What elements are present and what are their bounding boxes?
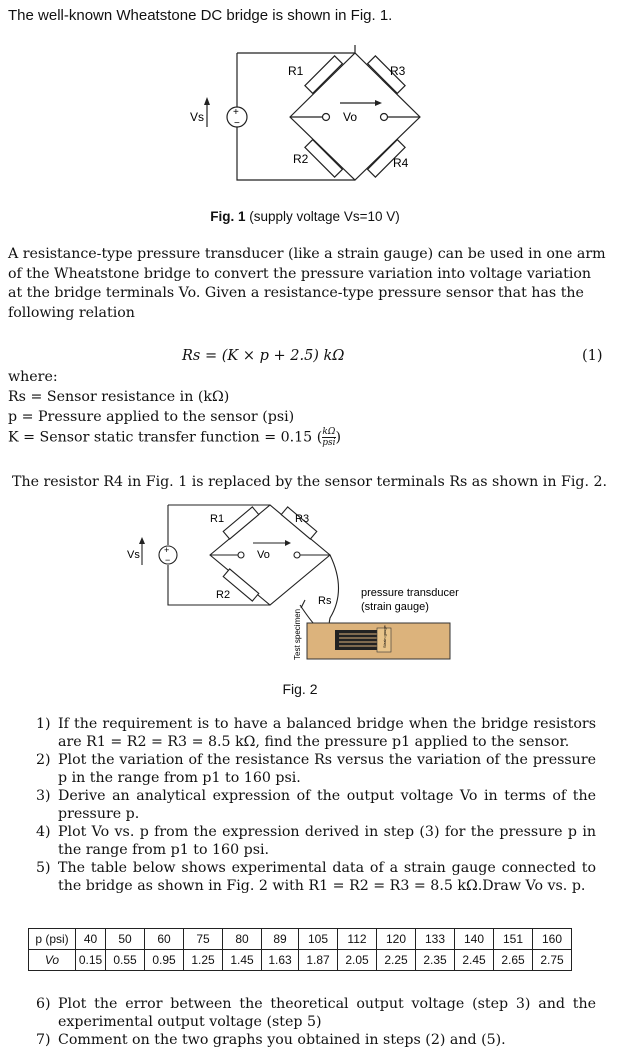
fig2-specimen-label: Test specimen bbox=[293, 608, 302, 660]
fig1-minus: − bbox=[234, 118, 240, 129]
table-header-p: p (psi) bbox=[29, 929, 76, 950]
table-cell: 89 bbox=[262, 929, 299, 950]
fig1-r3-label: R3 bbox=[390, 64, 406, 78]
table-cell: 140 bbox=[455, 929, 494, 950]
table-cell: 1.87 bbox=[299, 950, 338, 971]
table-cell: 60 bbox=[145, 929, 184, 950]
table-cell: 2.35 bbox=[416, 950, 455, 971]
fig1-vo-label: Vo bbox=[343, 110, 358, 124]
table-cell: 80 bbox=[223, 929, 262, 950]
fig2-gauge-label: Strain gauge bbox=[382, 625, 387, 648]
fig2-r2-label: R2 bbox=[216, 589, 231, 601]
table-cell: 2.75 bbox=[533, 950, 572, 971]
fig2-vs-label: Vs bbox=[127, 549, 140, 561]
fig1-plus: + bbox=[233, 107, 239, 118]
p-definition: p = Pressure applied to the sensor (psi) bbox=[8, 409, 295, 425]
table-cell: 2.05 bbox=[338, 950, 377, 971]
equation-number: (1) bbox=[582, 348, 603, 364]
fig1-r2-label: R2 bbox=[293, 152, 309, 166]
replace-text: The resistor R4 in Fig. 1 is replaced by the sensor terminals Rs as shown in Fig. 2. bbox=[12, 474, 608, 490]
table-cell: 0.55 bbox=[106, 950, 145, 971]
list-item: 3) Derive an analytical expression of the output voltage Vo in terms of the pressure p. bbox=[36, 788, 596, 822]
table-cell: 105 bbox=[299, 929, 338, 950]
table-cell: 2.25 bbox=[377, 950, 416, 971]
list-item: 2) Plot the variation of the resistance Rs versus the variation of the pressure p in the range from p1 to 160 psi. bbox=[36, 752, 596, 786]
table-cell: 151 bbox=[494, 929, 533, 950]
intro-text: The well-known Wheatstone DC bridge is shown in Fig. 1. bbox=[8, 7, 393, 24]
list-item: 5) The table below shows experimental data of a strain gauge connected to the bridge as shown in Fig. 2 with R1 = R2 = R3 = 8.5 kΩ.Draw Vo vs. p. bbox=[36, 860, 596, 894]
fig2-diagram bbox=[125, 500, 485, 665]
table-cell: 2.65 bbox=[494, 950, 533, 971]
table-row bbox=[29, 929, 572, 950]
list-item: 6) Plot the error between the theoretical output voltage (step 3) and the experimental output voltage (step 5) bbox=[36, 996, 596, 1030]
table-cell: 120 bbox=[377, 929, 416, 950]
table-cell: 1.25 bbox=[184, 950, 223, 971]
list-item: 4) Plot Vo vs. p from the expression derived in step (3) for the pressure p in the range from p1 to 160 psi. bbox=[36, 824, 596, 858]
question-list-a bbox=[36, 715, 596, 895]
data-table bbox=[28, 928, 572, 971]
fig1-caption: Fig. 1 (supply voltage Vs=10 V) bbox=[210, 209, 400, 224]
table-cell: 0.15 bbox=[76, 950, 106, 971]
list-item: 7) Comment on the two graphs you obtained in steps (2) and (5). bbox=[36, 1032, 506, 1048]
list-item: 1) If the requirement is to have a balanced bridge when the bridge resistors are R1 = R2 = R3 = 8.5 kΩ, find the pressure p1 applied to the sensor. bbox=[36, 716, 596, 750]
table-cell: 40 bbox=[76, 929, 106, 950]
table-cell: 75 bbox=[184, 929, 223, 950]
table-cell: 50 bbox=[106, 929, 145, 950]
rs-definition: Rs = Sensor resistance in (kΩ) bbox=[8, 389, 230, 405]
table-cell: 1.63 bbox=[262, 950, 299, 971]
fig2-rs-label: Rs bbox=[318, 595, 332, 607]
table-cell: 112 bbox=[338, 929, 377, 950]
table-cell: 160 bbox=[533, 929, 572, 950]
equation-1: Rs = (K × p + 2.5) kΩ bbox=[182, 348, 345, 364]
fig2-minus: − bbox=[165, 555, 171, 565]
fig1-vs-label: Vs bbox=[190, 110, 205, 124]
definitions bbox=[8, 367, 608, 448]
fig2-r1-label: R1 bbox=[210, 513, 225, 525]
intro-paragraph: A resistance-type pressure transducer (like a strain gauge) can be used in one arm of the Wheatstone bridge to convert the pressure variation into voltage variation at the bridge terminals Vo. Given a resistance-type pressure sensor that has the following relation bbox=[8, 246, 606, 321]
fig1-r4-label: R4 bbox=[393, 156, 409, 170]
fig2-vo-label: Vo bbox=[257, 549, 270, 561]
table-header-vo: Vo bbox=[29, 950, 76, 971]
table-cell: 0.95 bbox=[145, 950, 184, 971]
k-definition: K = Sensor static transfer function = 0.15 ( $\frac{k\Omega}{\text{psi}}$ ) bbox=[8, 427, 342, 448]
table-row bbox=[29, 950, 572, 971]
fig2-plus: + bbox=[164, 545, 170, 555]
table-cell: 1.45 bbox=[223, 950, 262, 971]
fig2-r3-label: R3 bbox=[295, 513, 310, 525]
where-heading: where: bbox=[8, 369, 58, 385]
fig2-strain-gauge-label: (strain gauge) bbox=[361, 601, 429, 613]
table-cell: 133 bbox=[416, 929, 455, 950]
fig1-diagram bbox=[180, 45, 440, 205]
fig1-r1-label: R1 bbox=[288, 64, 304, 78]
fig2-transducer-label: pressure transducer bbox=[361, 587, 459, 599]
fig2-caption: Fig. 2 bbox=[282, 681, 318, 697]
table-cell: 2.45 bbox=[455, 950, 494, 971]
question-list-b bbox=[36, 995, 596, 1049]
